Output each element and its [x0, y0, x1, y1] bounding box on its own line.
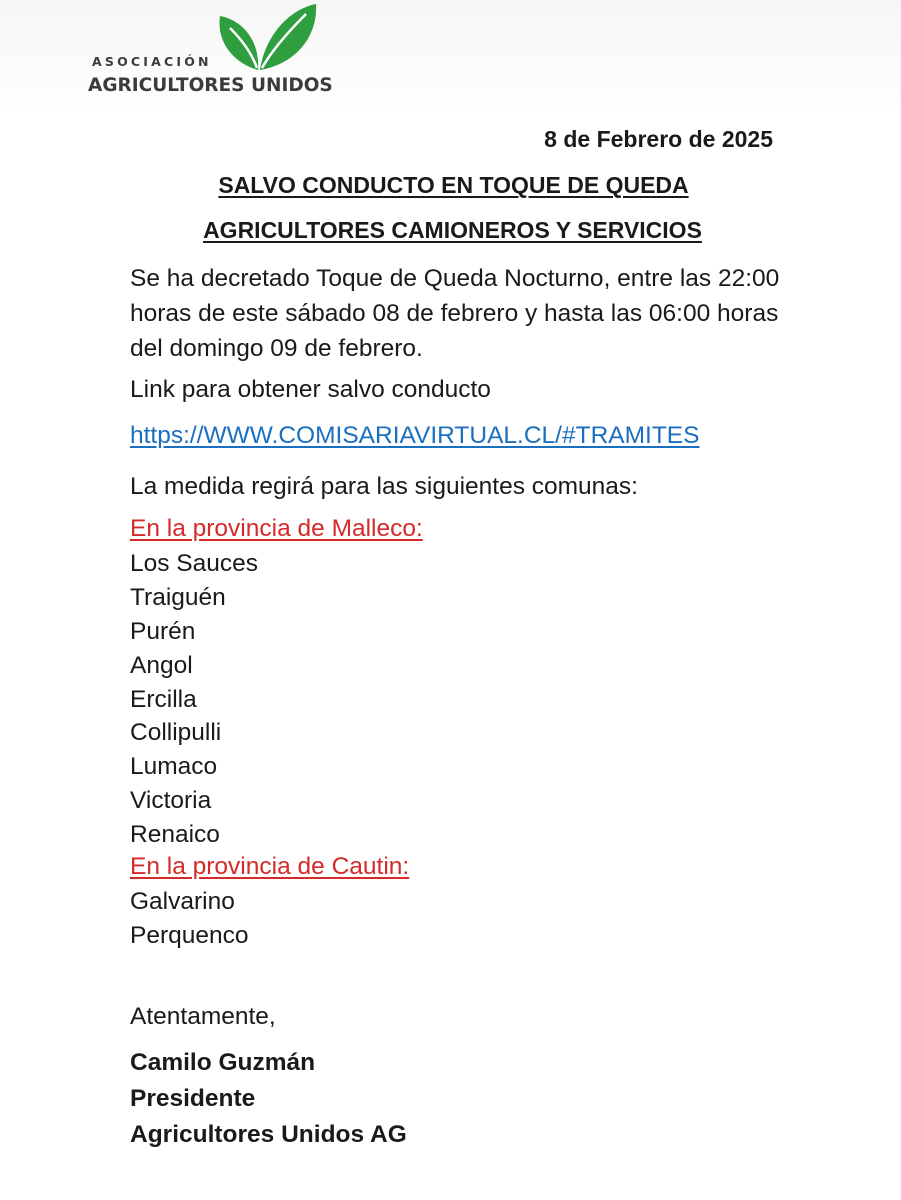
list-item: Ercilla: [130, 685, 197, 713]
signatory-name: Camilo Guzmán: [130, 1049, 316, 1076]
list-item: Lumaco: [130, 753, 218, 781]
logo-subtitle: ASOCIACIÓN: [92, 54, 212, 69]
document-date: 8 de Febrero de 2025: [544, 126, 773, 152]
list-item: Angol: [130, 651, 193, 679]
list-item: Los Sauces: [130, 550, 259, 577]
list-item: Galvarino: [130, 888, 235, 915]
signatory-organization: Agricultores Unidos AG: [130, 1121, 407, 1148]
list-item: Purén: [130, 617, 196, 645]
province-heading-cautin: En la provincia de Cautin:: [130, 853, 410, 880]
document-subtitle: AGRICULTORES CAMIONEROS Y SERVICIOS: [203, 217, 702, 243]
link-label: Link para obtener salvo conducto: [130, 376, 491, 403]
commune-list-malleco: [130, 547, 258, 852]
signatory-role: Presidente: [130, 1085, 256, 1112]
measure-text: La medida regirá para las siguientes comunas:: [130, 473, 638, 500]
list-item: Collipulli: [130, 719, 222, 747]
province-heading-malleco: En la provincia de Malleco:: [130, 515, 423, 542]
salvo-conducto-link[interactable]: https://WWW.COMISARIAVIRTUAL.CL/#TRAMITES: [130, 422, 700, 449]
commune-list-cautin: [130, 885, 249, 953]
association-logo: [86, 0, 346, 105]
list-item: Victoria: [130, 787, 212, 815]
document-title: SALVO CONDUCTO EN TOQUE DE QUEDA: [218, 172, 689, 198]
leaves-icon: [208, 0, 320, 72]
logo-title: AGRICULTORES UNIDOS: [88, 75, 333, 96]
closing-text: Atentamente,: [130, 1003, 276, 1030]
intro-paragraph: Se ha decretado Toque de Queda Nocturno, entre las 22:00 horas de este sábado 08 de febrero y hasta las 06:00 horas del domingo 09 de febrero.: [130, 265, 780, 362]
signature-block: [130, 1045, 407, 1153]
list-item: Traiguén: [130, 583, 226, 611]
list-item: Renaico: [130, 821, 220, 849]
list-item: Perquenco: [130, 921, 249, 949]
